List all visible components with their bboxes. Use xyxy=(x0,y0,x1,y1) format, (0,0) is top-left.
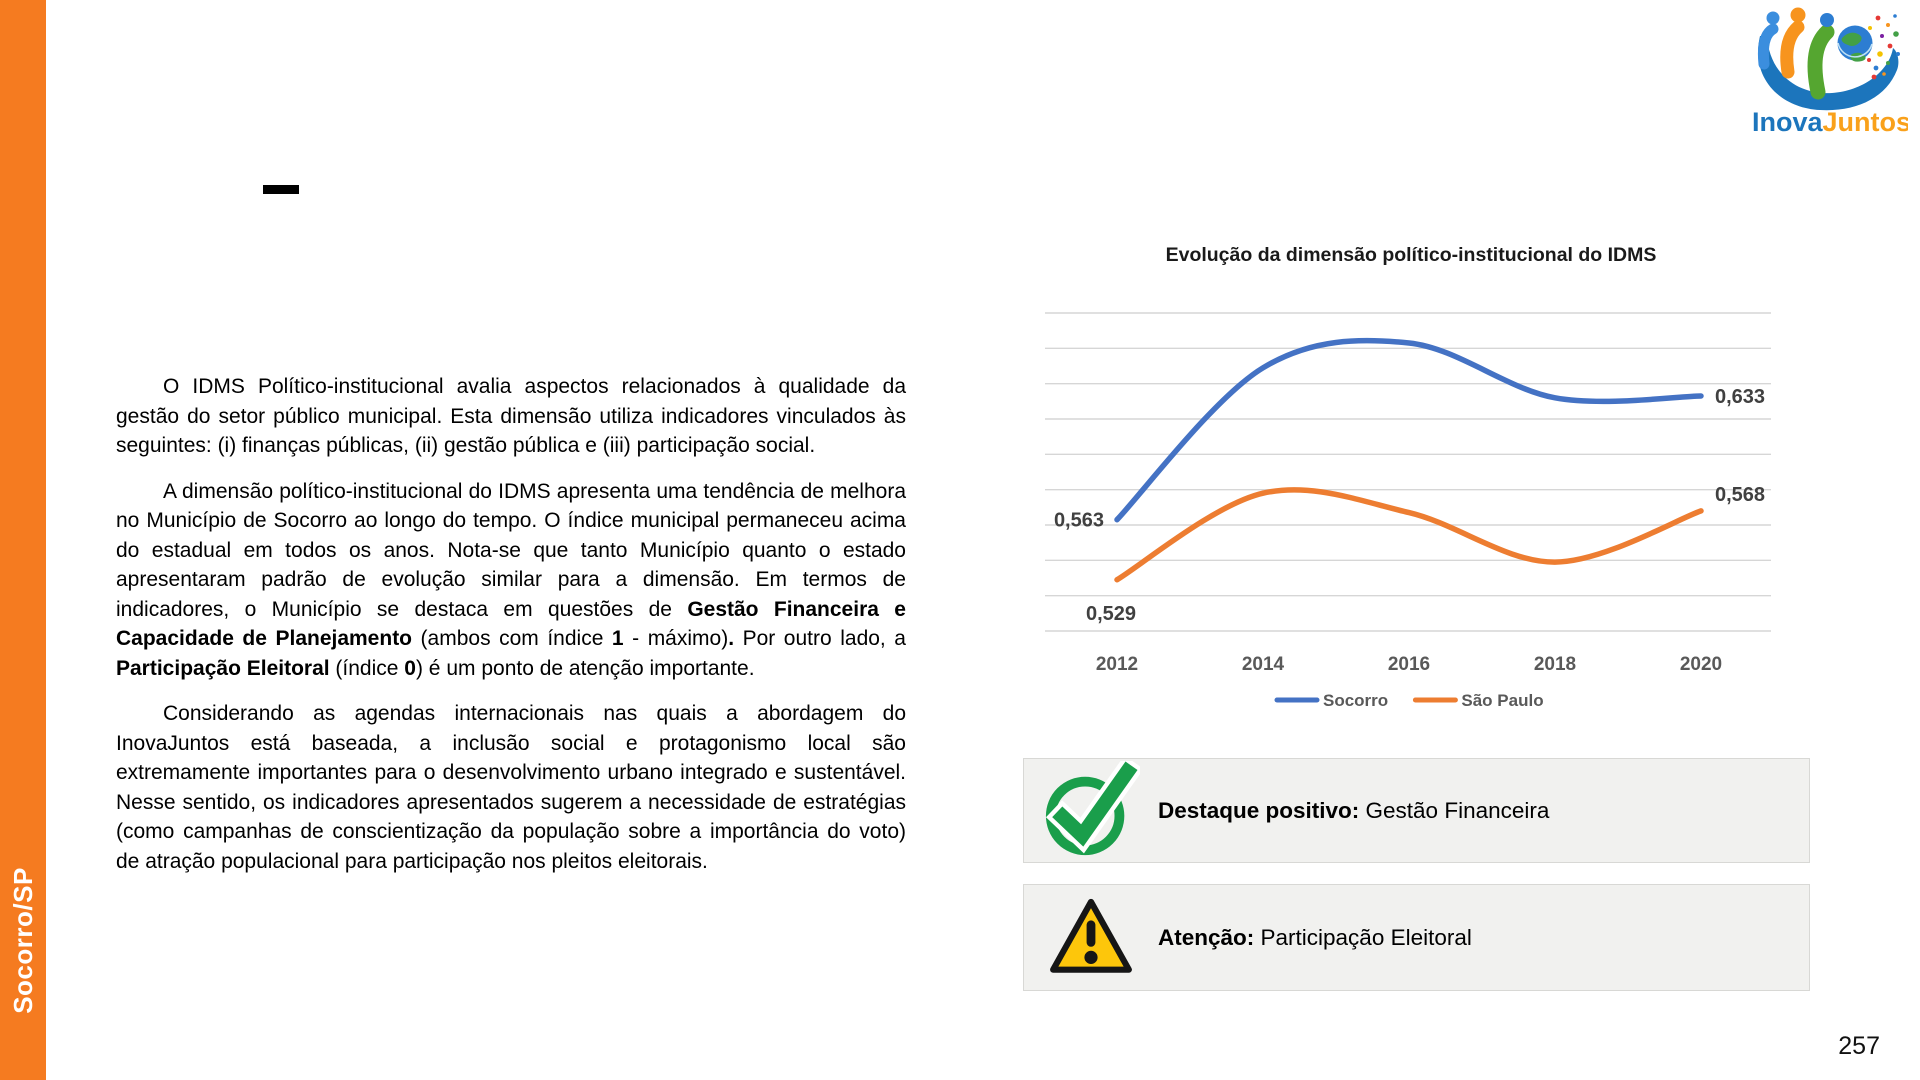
callout-warning-label: Atenção: xyxy=(1158,924,1255,950)
data-label: 0,563 xyxy=(1053,509,1104,532)
data-label: 0,529 xyxy=(1085,602,1137,625)
logo-head-green-figure xyxy=(1820,13,1834,27)
check-icon xyxy=(1042,759,1140,862)
article-text xyxy=(116,372,906,892)
logo-swoosh xyxy=(1758,36,1898,110)
logo-text-juntos: Juntos xyxy=(1822,107,1908,137)
x-axis-label: 2016 xyxy=(1387,654,1431,675)
page-number: 257 xyxy=(1838,1032,1880,1060)
x-axis-label: 2014 xyxy=(1241,654,1285,675)
data-label: 0,633 xyxy=(1715,386,1766,408)
x-axis-label: 2020 xyxy=(1679,654,1723,675)
callout-warning-text xyxy=(1158,925,1472,951)
x-axis-label: 2012 xyxy=(1095,654,1139,675)
series-line-sao-paulo xyxy=(1117,490,1701,580)
callout-warning xyxy=(1023,884,1810,991)
data-label: 0,568 xyxy=(1715,483,1766,506)
sidebar-label-wrap xyxy=(0,855,46,1025)
callout-positive-value: Gestão Financeira xyxy=(1359,797,1550,823)
inova-juntos-logo xyxy=(1748,2,1908,138)
logo-head-blue xyxy=(1767,12,1780,25)
logo-person-orange xyxy=(1787,27,1798,72)
callout-positive xyxy=(1023,758,1810,863)
x-axis-label: 2018 xyxy=(1533,654,1577,675)
idms-line-chart xyxy=(1041,240,1781,720)
logo-graphic xyxy=(1748,2,1908,138)
sidebar-city-label: Socorro/SP xyxy=(7,866,38,1014)
legend-label: Socorro xyxy=(1323,691,1389,710)
warning-icon xyxy=(1042,885,1140,990)
legend-label: São Paulo xyxy=(1461,691,1544,710)
paragraph: A dimensão político-institucional do IDMS apresenta uma tendência de melhora no Município de Socorro ao longo do tempo. O índice municipal permaneceu acima do estadual em todos os anos. Nota-se que tanto Município quanto o estado apresentaram padrão de evolução similar para a dimensão. Em termos de indicadores, o Município se destaca em questões de Gestão Financeira e Capacidade de Planejamento (ambos com índice 1 - máximo). Por outro lado, a Participação Eleitoral (índice 0) é um ponto de atenção importante. xyxy=(116,479,906,680)
callout-positive-label: Destaque positivo: xyxy=(1158,797,1360,823)
section-dash xyxy=(263,185,299,194)
paragraph: Considerando as agendas internacionais nas quais a abordagem do InovaJuntos está baseada, a inclusão social e protagonismo local são extremamente importantes para o desenvolvimento urbano integrado e sustentável. Nesse sentido, os indicadores apresentados sugerem a necessidade de estratégias (como campanhas de conscientização da população sobre a importância do voto) de atração populacional para participação nos pleitos eleitorais. xyxy=(116,702,906,873)
callout-positive-text xyxy=(1158,798,1549,824)
chart-canvas xyxy=(1041,240,1781,720)
logo-head-orange xyxy=(1791,8,1806,23)
logo-text-inova: Inova xyxy=(1752,107,1823,137)
chart-title: Evolução da dimensão político-institucional do IDMS xyxy=(1165,244,1657,266)
logo-person-green xyxy=(1815,32,1827,92)
logo-wordmark xyxy=(1752,107,1908,137)
series-line-socorro xyxy=(1117,341,1701,520)
paragraph: O IDMS Político-institucional avalia aspectos relacionados à qualidade da gestão do setor público municipal. Esta dimensão utiliza indicadores vinculados às seguintes: (i) finanças públicas, (ii) gestão pública e (iii) participação social. xyxy=(116,375,906,457)
callout-warning-value: Participação Eleitoral xyxy=(1254,924,1472,950)
